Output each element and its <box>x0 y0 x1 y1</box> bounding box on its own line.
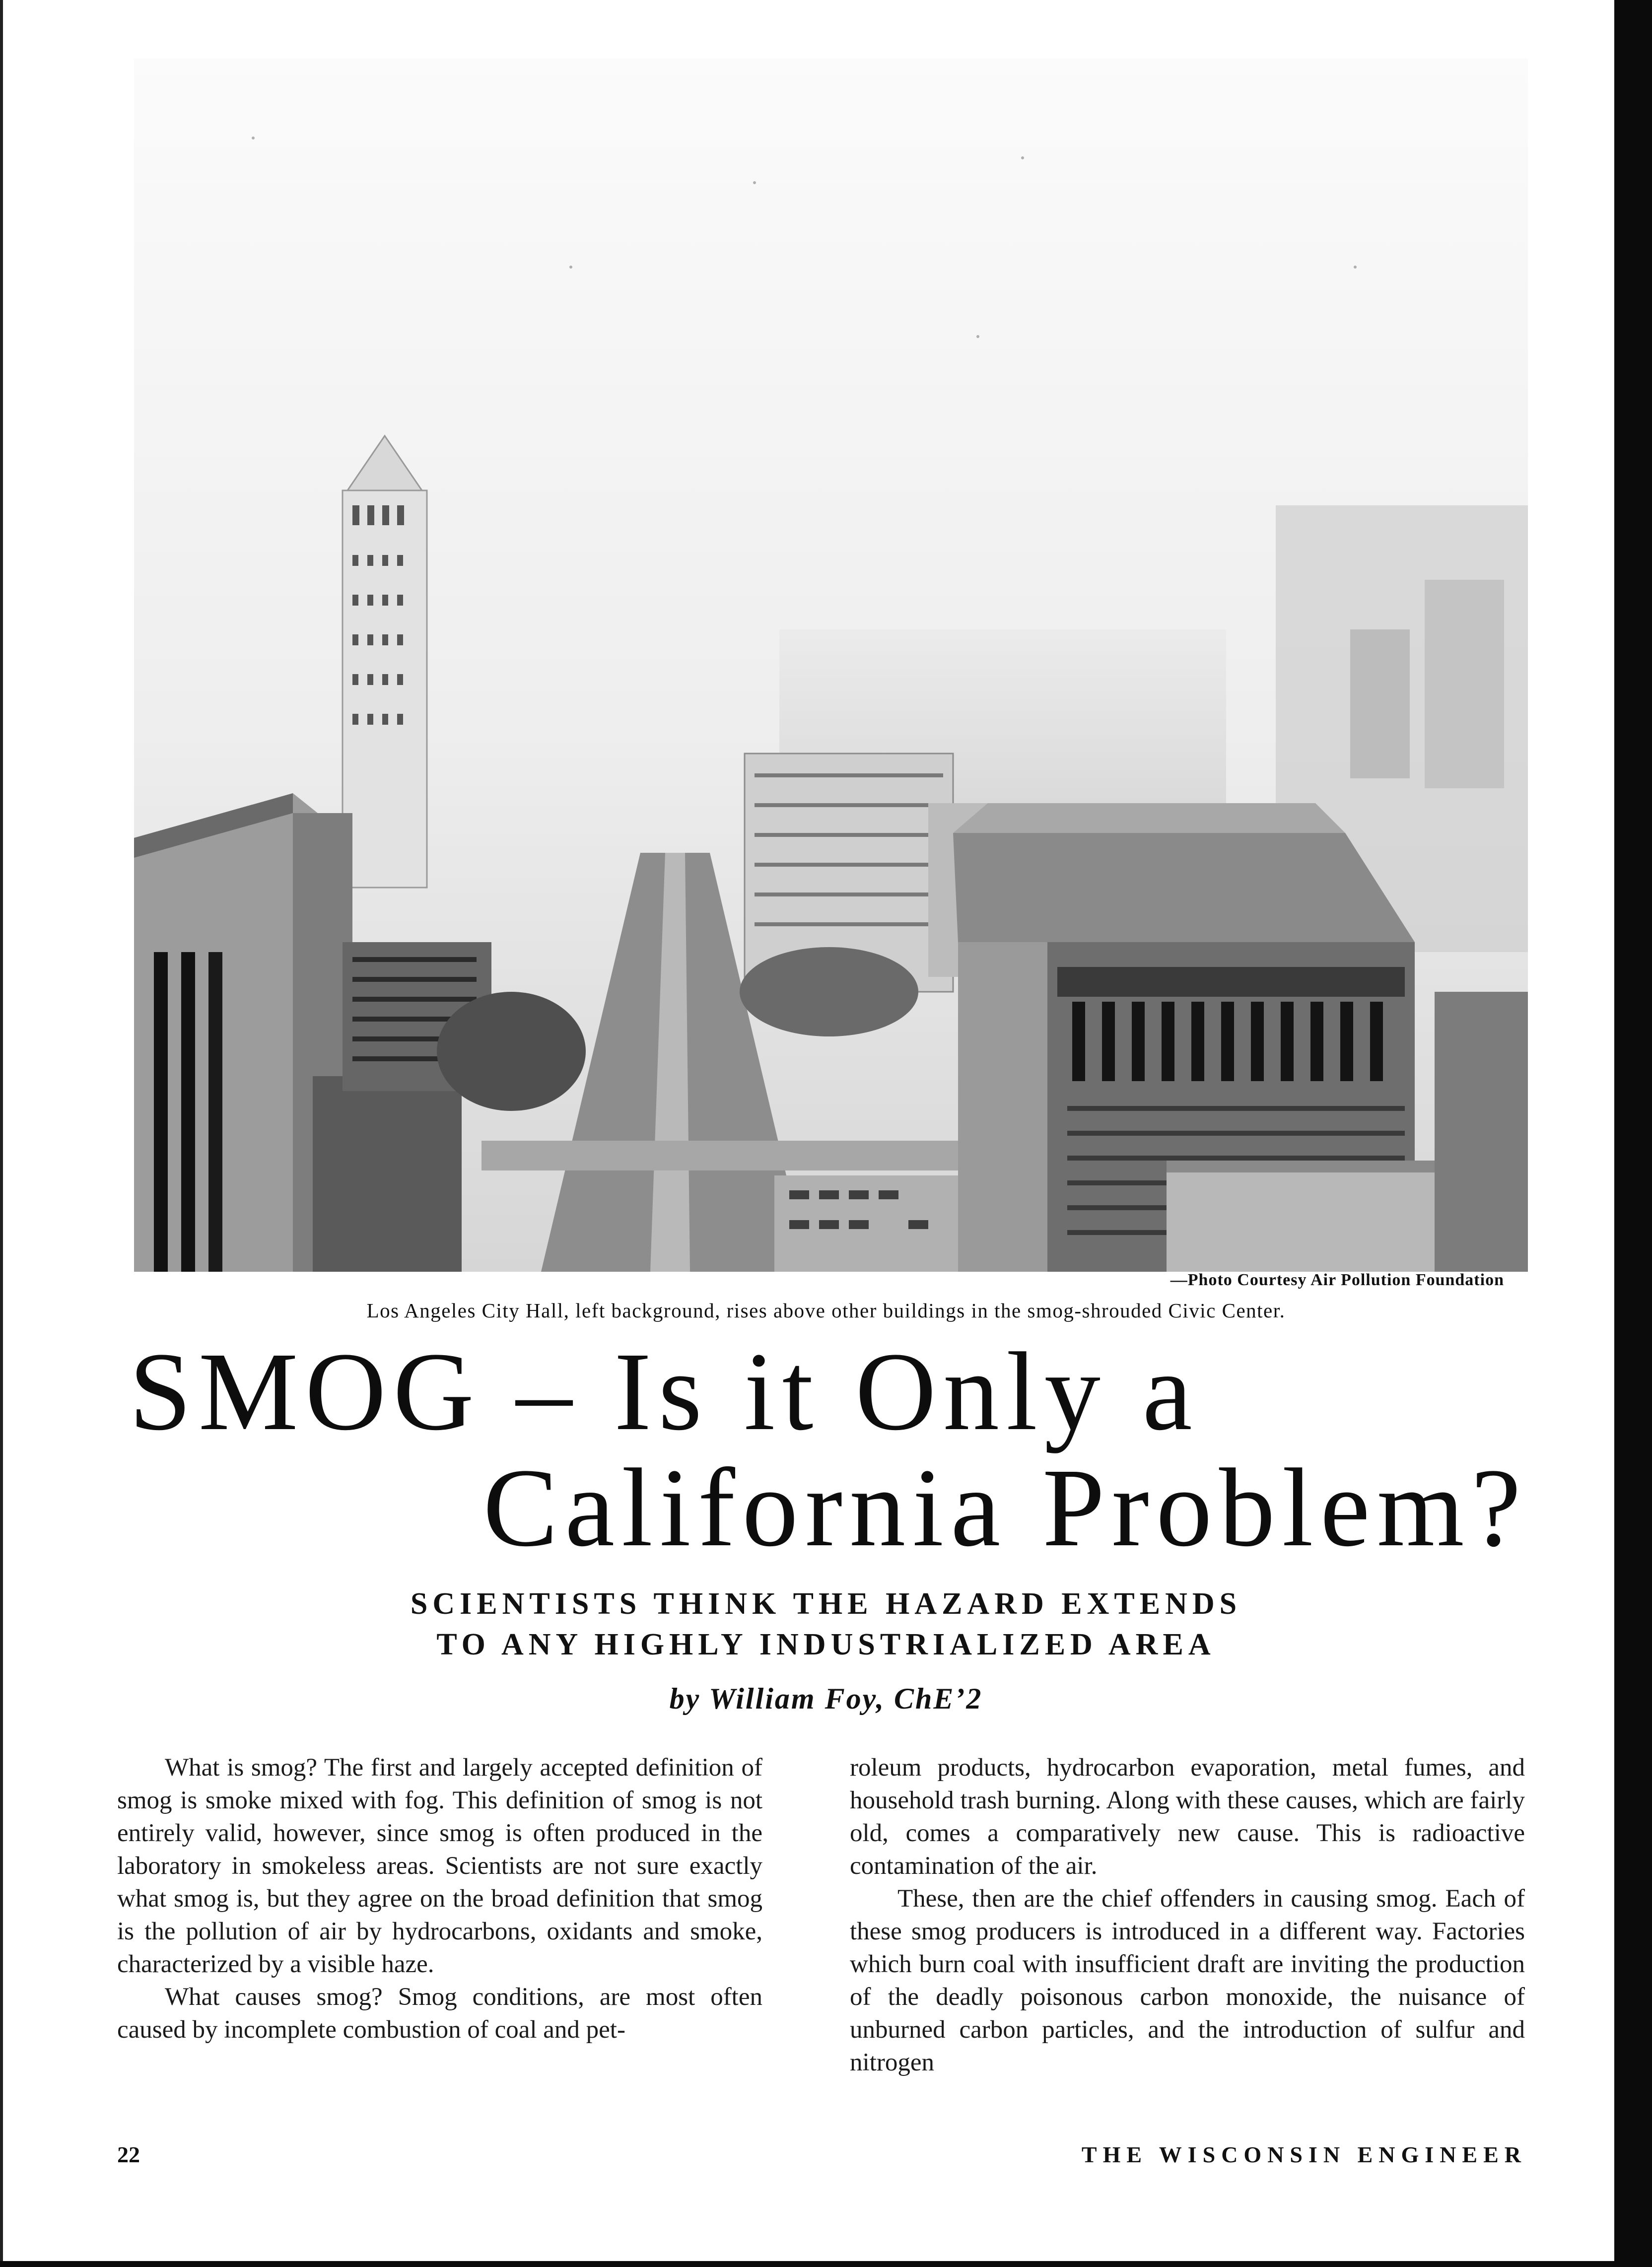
article-title-line-2: California Problem? <box>483 1445 1528 1570</box>
article-column-right <box>850 1751 1525 2079</box>
paragraph-continuation: roleum products, hydrocarbon evaporation, metal fumes, and household trash burning. Along with these causes, which are fairly old, comes a comparatively new cause. This is radioactive contamination of the air. <box>850 1754 1525 1880</box>
paragraph: These, then are the chief offenders in causing smog. Each of these smog producers is introduced in a different way. Factories which burn coal with insufficient draft are inviting the production of the deadly poisonous carbon monoxide, the nuisance of unburned carbon particles, and the introduction of sulfur and nitrogen <box>850 1885 1525 2076</box>
scan-edge-left <box>0 0 3 2267</box>
city-hall-smog-photo <box>134 59 1528 1272</box>
scan-edge-right <box>1614 0 1652 2267</box>
subhead-line-1: SCIENTISTS THINK THE HAZARD EXTENDS <box>410 1587 1242 1621</box>
photo-caption: Los Angeles City Hall, left background, rises above other buildings in the smog-shrouded Civic Center. <box>366 1299 1286 1322</box>
paragraph: What causes smog? Smog conditions, are most often caused by incomplete combustion of coal and pet- <box>117 1983 762 2044</box>
photo-credit: —Photo Courtesy Air Pollution Foundation <box>1170 1271 1504 1289</box>
article-column-left <box>117 1751 762 2046</box>
magazine-name: THE WISCONSIN ENGINEER <box>1081 2142 1527 2167</box>
subhead-line-2: TO ANY HIGHLY INDUSTRIALIZED AREA <box>436 1628 1216 1661</box>
page-number: 22 <box>117 2142 140 2167</box>
scan-edge-bottom <box>0 2261 1652 2267</box>
article-title-line-1: SMOG – Is it Only a <box>129 1329 1199 1453</box>
paragraph: What is smog? The first and largely accepted definition of smog is smoke mixed with fog. This definition of smog is not entirely valid, however, since smog is often produced in the laboratory in smokeless areas. Scientists are not sure exactly what smog is, but they agree on the broad definition that smog is the pollution of air by hydrocarbons, oxidants and smoke, characterized by a visible haze. <box>117 1754 762 1978</box>
article-byline: by William Foy, ChE’2 <box>669 1682 983 1715</box>
article-subhead <box>0 1583 1652 1665</box>
